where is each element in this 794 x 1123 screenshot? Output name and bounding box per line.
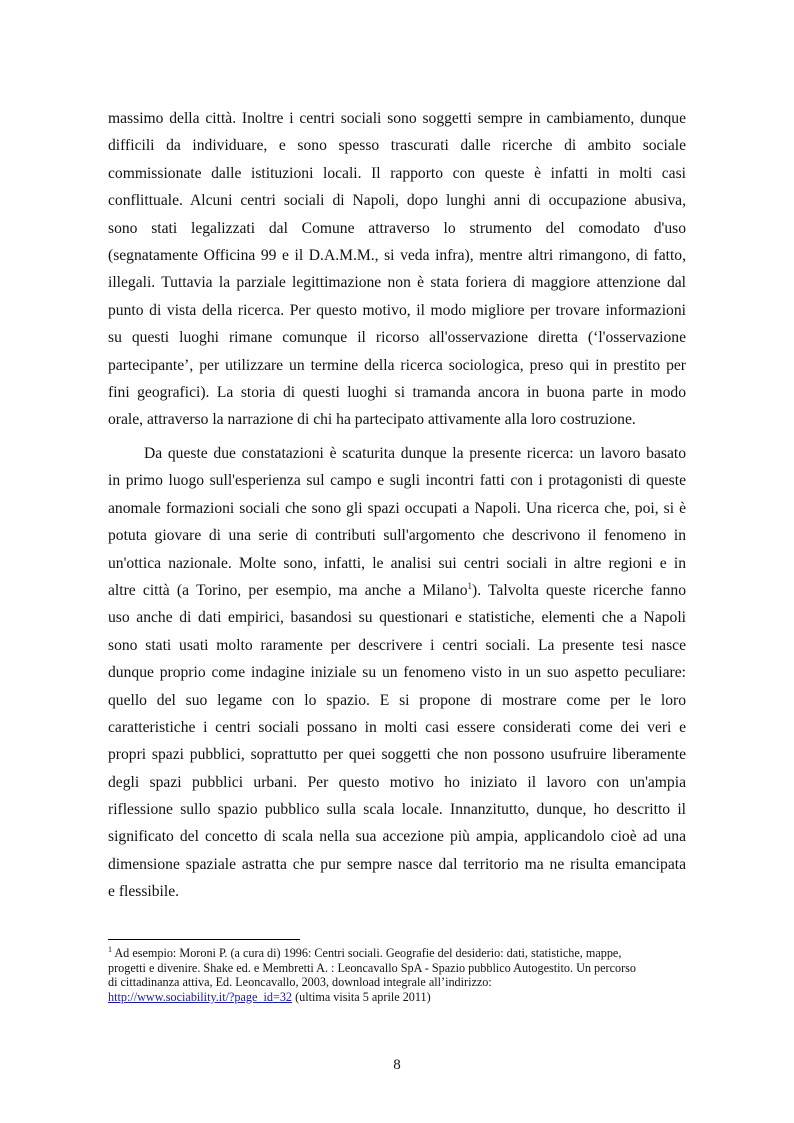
text-line: potuta giovare di una serie di contributi sull'argomento che descrivono il fenomeno in [108,527,686,545]
text-line: degli spazi pubblici urbani. Per questo motivo ho iniziato il lavoro con un'ampia [108,773,686,791]
text-line: uso anche di dati empirici, basandosi su questionari e statistiche, elementi che a Napoli [108,609,686,627]
text-line: (segnatamente Officina 99 e il D.A.M.M., si veda infra), mentre altri rimangono, di fatto, [108,246,686,264]
text-line: punto di vista della ricerca. Per questo motivo, il modo migliore per trovare informazioni [108,301,686,319]
paragraph-1 [108,105,686,434]
footnote-reference[interactable]: 1 [467,580,472,591]
footnote-line [108,946,686,961]
footnote [108,946,686,1004]
text-line: difficili da individuare, e sono spesso trascurati dalle ricerche di ambito sociale [108,137,686,155]
text-line: anomale formazioni sociali che sono gli spazi occupati a Napoli. Una ricerca che, poi, si è [108,499,686,517]
text-line: riflessione sullo spazio pubblico sulla scala locale. Innanzitutto, dunque, ho descritto il [108,801,686,819]
text-line: conflittuale. Alcuni centri sociali di Napoli, dopo lunghi anni di occupazione abusiva, [108,192,686,210]
text-line: Da queste due constatazioni è scaturita dunque la presente ricerca: un lavoro basato [144,445,686,462]
text-segment: ). Talvolta queste ricerche fanno [472,581,686,599]
text-line: propri spazi pubblici, soprattutto per quei soggetti che non possono usufruire liberamente [108,746,686,764]
text-line: significato del concetto di scala nella sua accezione più ampia, applicandolo cioè ad una [108,828,686,846]
text-line: e flessibile. [108,883,180,901]
text-line: su questi luoghi rimane comunque il ricorso all'osservazione diretta (‘l'osservazione [108,329,686,347]
text-line: partecipante’, per utilizzare un termine della ricerca sociologica, preso qui in prestito per [108,356,686,374]
text-line: dimensione spaziale astratta che pur sempre nasce dal territorio ma ne risulta emancipata [108,855,686,873]
text-line: dunque proprio come indagine iniziale su un fenomeno visto in un suo aspetto peculiare: [108,664,686,682]
text-line: massimo della città. Inoltre i centri sociali sono soggetti sempre in cambiamento, dunque [108,110,686,127]
footnote-text: Ad esempio: Moroni P. (a cura di) 1996: Centri sociali. Geografie del desiderio: dati, statistiche, mappe, [112,946,622,960]
text-line-with-footnote-ref [108,577,686,604]
text-line: orale, attraverso la narrazione di chi ha partecipato attivamente alla loro costruzione. [108,411,636,429]
footnote-separator [108,939,300,940]
text-line: un'ottica nazionale. Molte sono, infatti, le analisi sui centri sociali in altre regioni e in [108,554,686,572]
text-line: caratteristiche i centri sociali possano in molti casi essere considerati come dei veri e [108,718,686,736]
text-line: sono stati usati molto raramente per descrivere i centri sociali. La presente tesi nasce [108,636,686,654]
paragraph-2 [108,440,686,906]
footnote-mark: 1 [108,944,112,954]
text-segment: altre città (a Torino, per esempio, ma anche a Milano [108,581,468,599]
text-line: fini geografici). La storia di questi luoghi si tramanda ancora in buona parte in modo [108,383,686,401]
footnote-line [108,990,686,1005]
text-line: commissionate dalle istituzioni locali. Il rapporto con queste è infatti in molti casi [108,164,686,182]
text-line: illegali. Tuttavia la parziale legittimazione non è stata foriera di maggiore attenzione dal [108,274,686,292]
footnote-text: (ultima visita 5 aprile 2011) [292,989,431,1004]
footnote-link[interactable]: http://www.sociability.it/?page_id=32 [108,989,293,1004]
text-line: in primo luogo sull'esperienza sul campo e sugli incontri fatti con i protagonisti di queste [108,472,686,490]
text-line: quello del suo legame con lo spazio. E si propone di mostrare come per le loro [108,691,686,709]
text-line: sono stati legalizzati dal Comune attraverso lo strumento del comodato d'uso [108,219,686,237]
page-number: 8 [393,1057,401,1073]
footnote-line: di cittadinanza attiva, Ed. Leoncavallo, 2003, download integrale all’indirizzo: [108,975,492,990]
footnote-line: progetti e divenire. Shake ed. e Membretti A. : Leoncavallo SpA - Spazio pubblico Autogestito. Un percorso [108,960,637,975]
